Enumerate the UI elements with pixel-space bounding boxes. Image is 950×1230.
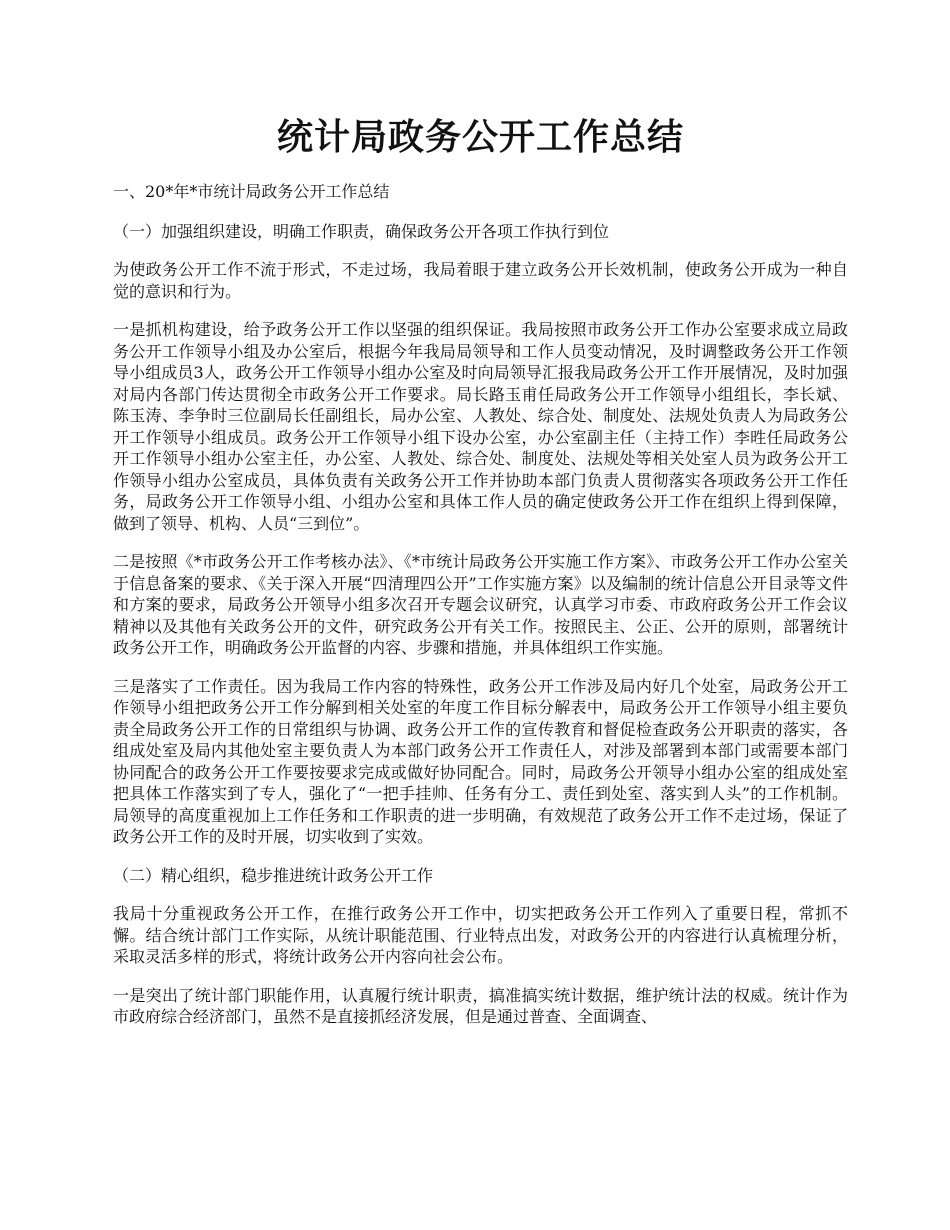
section-2-title: （二）精心组织，稳步推进统计政务公开工作 — [113, 865, 434, 885]
heading-1: 一、20*年*市统计局政务公开工作总结 — [113, 182, 390, 201]
paragraph-3: 二是按照《*市政务公开工作考核办法》、《*市统计局政务公开实施工作方案》、市政务公开工作办公室关于信息备案的要求、《关于深入开展“四清理四公开”工作实施方案》以及编制的统计信息公开目录等文件和方案的要求，局政务公开领导小组多次召开专题会议研究，认真学习市委、市政府政务公开工作会议精神以及其他有关政务公开的文件，研究政务公开有关工作。按照民主、公正、公开的原则，部署统计政务公开工作，明确政务公开监督的内容、步骤和措施，并具体组织工作实施。 — [113, 552, 848, 657]
document-page — [113, 0, 848, 1028]
section-1-title: （一）加强组织建设，明确工作职责，确保政务公开各项工作执行到位 — [113, 221, 610, 241]
document-title: 统计局政务公开工作总结 — [276, 117, 684, 158]
paragraph-2: 一是抓机构建设，给予政务公开工作以坚强的组织保证。我局按照市政务公开工作办公室要求成立局政务公开工作领导小组及办公室后，根据今年我局局领导和工作人员变动情况，及时调整政务公开工作领导小组成员3人，政务公开工作领导小组办公室及时向局领导汇报我局政务公开工作开展情况，及时加强对局内各部门传达贯彻全市政务公开工作要求。局长路玉甫任局政务公开工作领导小组组长，李长斌、陈玉涛、李争时三位副局长任副组长，局办公室、人教处、综合处、制度处、法规处负责人为局政务公开工作领导小组成员。政务公开工作领导小组下设办公室，办公室副主任（主持工作）李甠任局政务公开工作领导小组办公室主任，办公室、人教处、综合处、制度处、法规处等相关处室人员为政务公开工作领导小组办公室成员，具体负责有关政务公开工作并协助本部门负责人贯彻落实各项政务公开工作任务，局政务公开工作领导小组、小组办公室和具体工作人员的确定使政务公开工作在组织上得到保障，做到了领导、机构、人员“三到位”。 — [113, 320, 848, 533]
paragraph-6: 一是突出了统计部门职能作用，认真履行统计职责，搞准搞实统计数据，维护统计法的权威。统计作为市政府综合经济部门，虽然不是直接抓经济发展，但是通过普查、全面调查、 — [113, 985, 848, 1026]
paragraph-4: 三是落实了工作责任。因为我局工作内容的特殊性，政务公开工作涉及局内好几个处室，局政务公开工作领导小组把政务公开工作分解到相关处室的年度工作目标分解表中，局政务公开工作领导小组主要负责全局政务公开工作的日常组织与协调、政务公开工作的宣传教育和督促检查政务公开职责的落实，各组成处室及局内其他处室主要负责人为本部门政务公开工作责任人，对涉及部署到本部门或需要本部门协同配合的政务公开工作要按要求完成或做好协同配合。同时，局政务公开领导小组办公室的组成处室把具体工作落实到了专人，强化了“一把手挂帅、任务有分工、责任到处室、落实到人头”的工作机制。局领导的高度重视加上工作任务和工作职责的进一步明确，有效规范了政务公开工作不走过场，保证了政务公开工作的及时开展，切实收到了实效。 — [113, 676, 848, 846]
paragraph-5: 我局十分重视政务公开工作，在推行政务公开工作中，切实把政务公开工作列入了重要日程，常抓不懈。结合统计部门工作实际，从统计职能范围、行业特点出发，对政务公开的内容进行认真梳理分析，采取灵活多样的形式，将统计政务公开内容向社会公布。 — [113, 904, 848, 966]
paragraph-1: 为使政务公开工作不流于形式，不走过场，我局着眼于建立政务公开长效机制，使政务公开成为一种自觉的意识和行为。 — [113, 260, 848, 301]
